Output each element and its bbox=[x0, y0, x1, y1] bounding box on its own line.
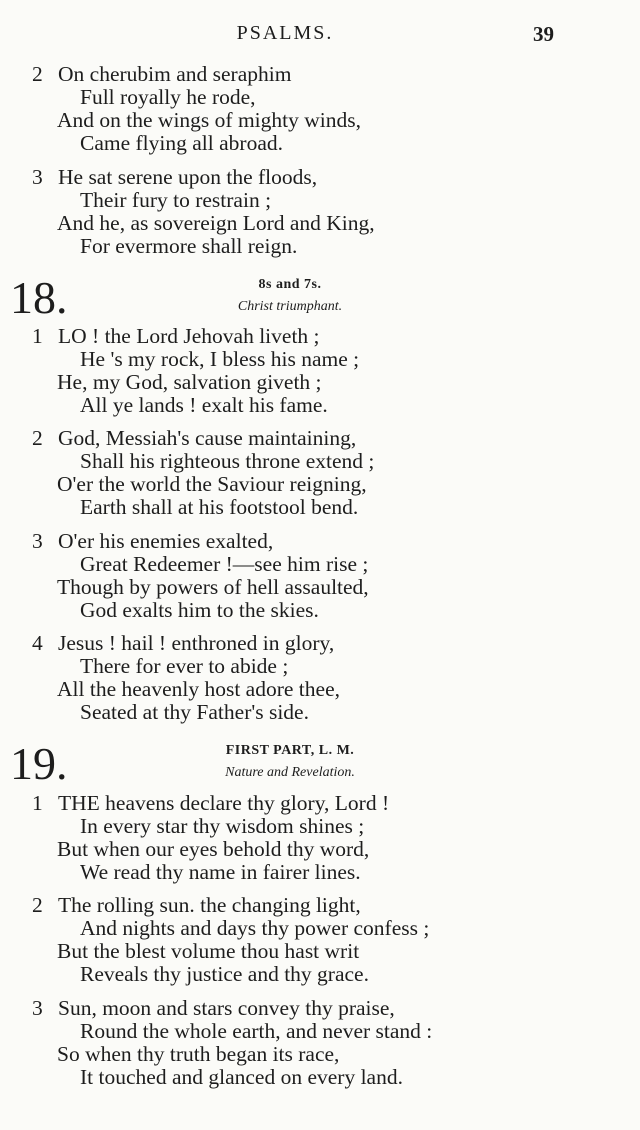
verse-line: Earth shall at his footstool bend. bbox=[80, 495, 359, 519]
verse-line: Seated at thy Father's side. bbox=[80, 700, 309, 724]
verse-line: Their fury to restrain ; bbox=[80, 188, 272, 212]
page-number: 39 bbox=[533, 22, 554, 46]
verse-line: All ye lands ! exalt his fame. bbox=[80, 393, 328, 417]
verse-number: 3 bbox=[32, 165, 43, 189]
verse-line: Great Redeemer !—see him rise ; bbox=[80, 552, 369, 576]
verse-block bbox=[0, 632, 640, 724]
verse-number: 2 bbox=[32, 426, 43, 450]
psalm-meter: 8s and 7s. bbox=[258, 277, 322, 292]
verse-line: Round the whole earth, and never stand : bbox=[80, 1019, 433, 1043]
verse-line: He, my God, salvation giveth ; bbox=[57, 370, 322, 394]
verse-line: 3 He sat serene upon the floods, bbox=[32, 165, 318, 189]
verse-line: There for ever to abide ; bbox=[80, 654, 289, 678]
verse-line: It touched and glanced on every land. bbox=[80, 1065, 403, 1089]
verse-line: 4 Jesus ! hail ! enthroned in glory, bbox=[32, 631, 335, 655]
verse-line: 2 God, Messiah's cause maintaining, bbox=[32, 426, 357, 450]
verse-line: Shall his righteous throne extend ; bbox=[80, 449, 375, 473]
verse-block bbox=[0, 166, 640, 258]
verse-line: So when thy truth began its race, bbox=[57, 1042, 340, 1066]
verse-number: 2 bbox=[32, 893, 43, 917]
verse-line: 2 On cherubim and seraphim bbox=[32, 62, 292, 86]
verse-block bbox=[0, 997, 640, 1089]
verse-number: 3 bbox=[32, 996, 43, 1020]
verse-line: 1 THE heavens declare thy glory, Lord ! bbox=[32, 791, 390, 815]
verse-line: In every star thy wisdom shines ; bbox=[80, 814, 365, 838]
verse-line: 2 The rolling sun. the changing light, bbox=[32, 893, 361, 917]
psalm-number: 19. bbox=[10, 738, 68, 789]
verse-line: But the blest volume thou hast writ bbox=[57, 939, 360, 963]
verse-line: Came flying all abroad. bbox=[80, 131, 283, 155]
verse-line: And he, as sovereign Lord and King, bbox=[57, 211, 375, 235]
running-title: PSALMS. bbox=[236, 22, 334, 44]
verse-number: 1 bbox=[32, 324, 43, 348]
psalm-meter: FIRST PART, L. M. bbox=[225, 743, 355, 758]
verse-line: And on the wings of mighty winds, bbox=[57, 108, 361, 132]
verse-line: 1 LO ! the Lord Jehovah liveth ; bbox=[32, 324, 320, 348]
verse-line: 3 O'er his enemies exalted, bbox=[32, 529, 274, 553]
verse-line: Full royally he rode, bbox=[80, 85, 256, 109]
verse-block bbox=[0, 530, 640, 622]
verse-block bbox=[0, 63, 640, 155]
verse-line: He 's my rock, I bless his name ; bbox=[80, 347, 360, 371]
verse-block bbox=[0, 792, 640, 884]
psalm-number: 18. bbox=[10, 272, 68, 323]
verse-block bbox=[0, 427, 640, 519]
verse-line: God exalts him to the skies. bbox=[80, 598, 319, 622]
verse-line: All the heavenly host adore thee, bbox=[57, 677, 340, 701]
verse-line: And nights and days thy power confess ; bbox=[80, 916, 430, 940]
verse-block bbox=[0, 325, 640, 417]
verse-line: We read thy name in fairer lines. bbox=[80, 860, 361, 884]
psalm-subtitle: Nature and Revelation. bbox=[225, 765, 355, 780]
verse-line: Though by powers of hell assaulted, bbox=[57, 575, 369, 599]
verse-number: 2 bbox=[32, 62, 43, 86]
verse-number: 1 bbox=[32, 791, 43, 815]
psalm-subtitle: Christ triumphant. bbox=[237, 299, 343, 314]
verse-block bbox=[0, 894, 640, 986]
verse-line: Reveals thy justice and thy grace. bbox=[80, 962, 369, 986]
verse-line: For evermore shall reign. bbox=[80, 234, 298, 258]
verse-line: 3 Sun, moon and stars convey thy praise, bbox=[32, 996, 395, 1020]
verse-line: O'er the world the Saviour reigning, bbox=[57, 472, 367, 496]
verse-number: 4 bbox=[32, 631, 43, 655]
page-header bbox=[0, 22, 640, 52]
verse-line: But when our eyes behold thy word, bbox=[57, 837, 370, 861]
verse-number: 3 bbox=[32, 529, 43, 553]
